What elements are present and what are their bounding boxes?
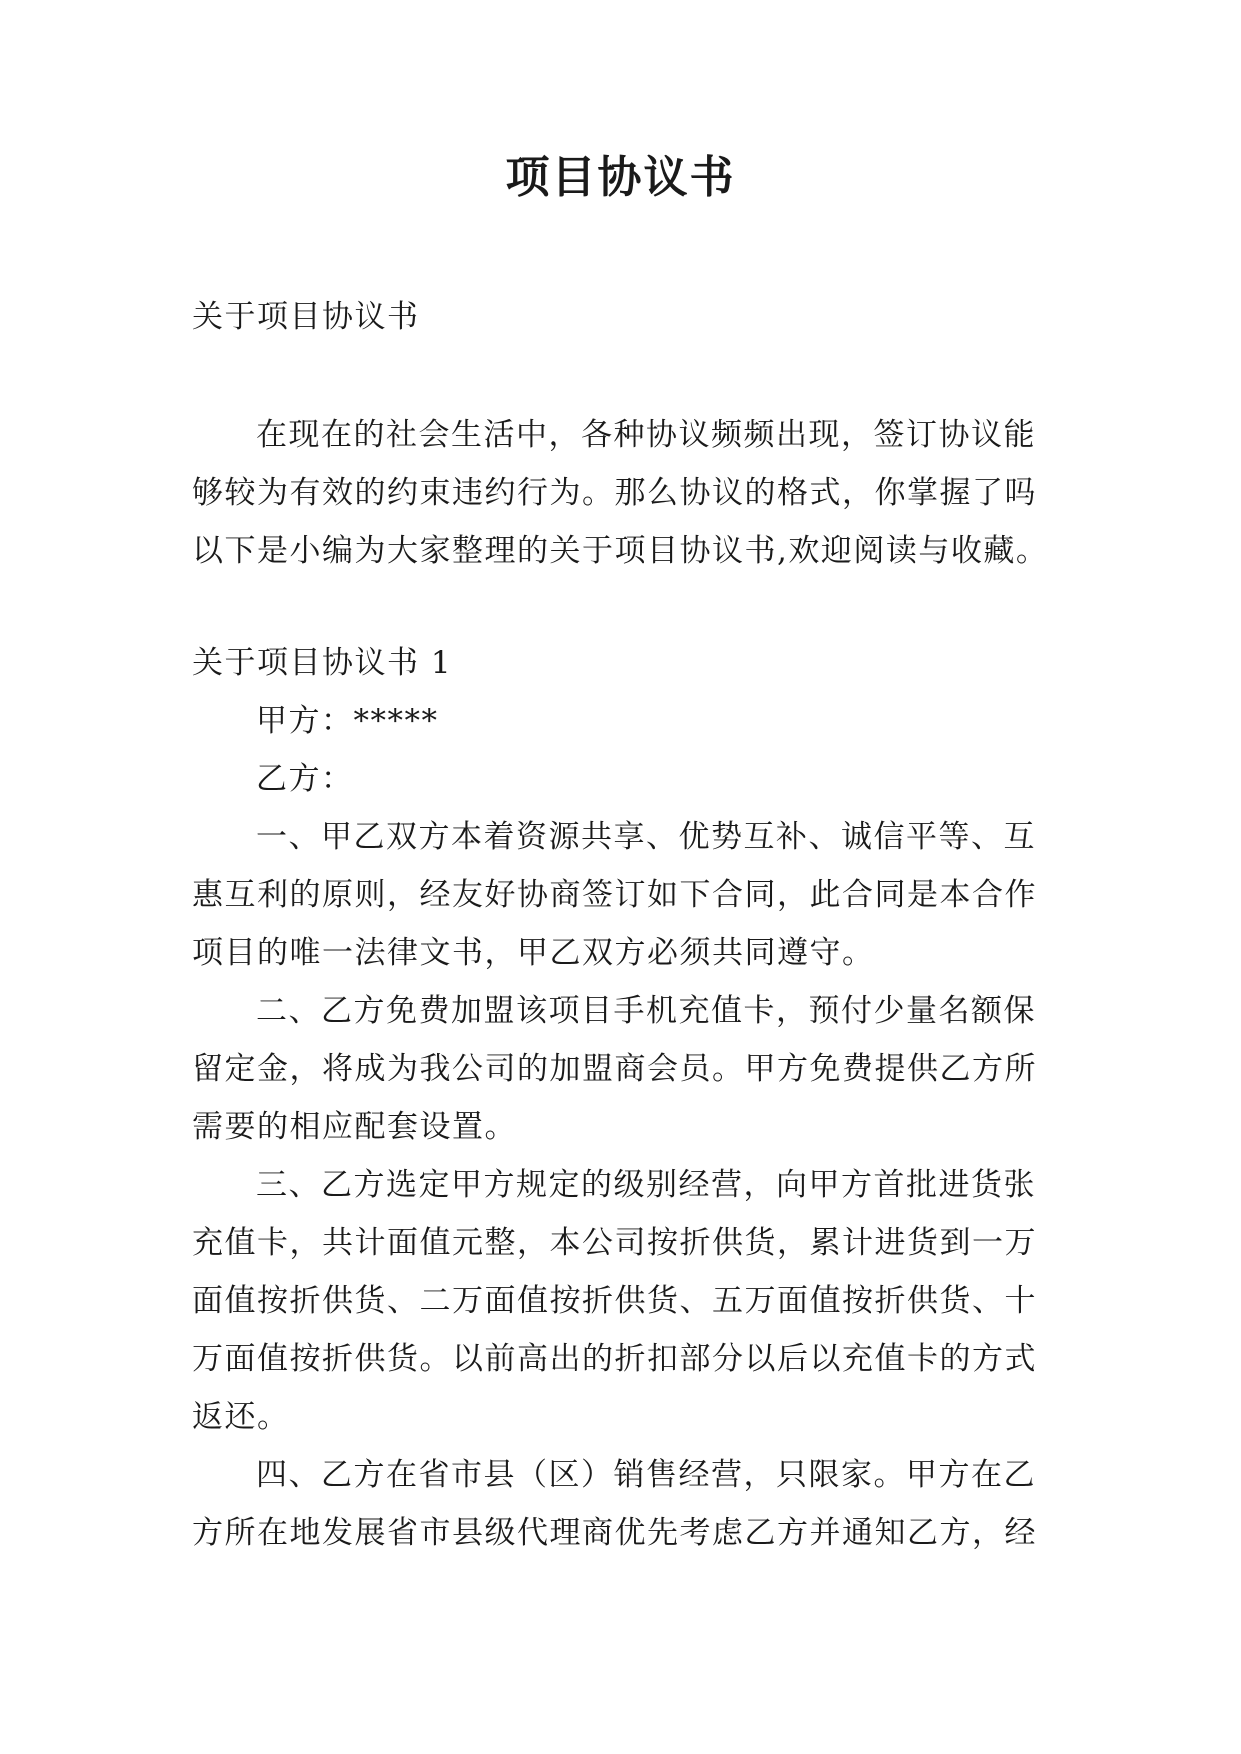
- paragraph-line: 在现在的社会生活中，各种协议频频出现，签订协议能: [256, 417, 1036, 453]
- paragraph-line: 需要的相应配套设置。: [192, 1109, 517, 1145]
- paragraph-line: 一、甲乙双方本着资源共享、优势互补、诚信平等、互: [256, 819, 1036, 855]
- paragraph-line: 项目的唯一法律文书，甲乙双方必须共同遵守。: [192, 935, 875, 971]
- paragraph-line: 面值按折供货、二万面值按折供货、五万面值按折供货、十: [192, 1283, 1037, 1319]
- paragraph-line: 二、乙方免费加盟该项目手机充值卡，预付少量名额保: [256, 993, 1036, 1029]
- paragraph-line: 惠互利的原则，经友好协商签订如下合同，此合同是本合作: [192, 877, 1037, 913]
- paragraph-line: 返还。: [192, 1399, 290, 1435]
- agreement-section: [192, 634, 1056, 1562]
- clause-1: [192, 808, 1056, 982]
- clause-2: [192, 982, 1056, 1156]
- paragraph-line: 四、乙方在省市县（区）销售经营，只限家。甲方在乙: [256, 1457, 1036, 1493]
- document-body: [192, 288, 1056, 1562]
- paragraph-line: 方所在地发展省市县级代理商优先考虑乙方并通知乙方，经: [192, 1515, 1037, 1551]
- party-b-line: 乙方：: [256, 761, 354, 797]
- paragraph-line: 够较为有效的约束违约行为。那么协议的格式，你掌握了吗: [192, 475, 1037, 511]
- clause-4: [192, 1446, 1056, 1562]
- paragraph-line: 留定金，将成为我公司的加盟商会员。甲方免费提供乙方所: [192, 1051, 1037, 1087]
- paragraph-line: 充值卡，共计面值元整，本公司按折供货，累计进货到一万: [192, 1225, 1037, 1261]
- document-title: 项目协议书: [505, 152, 736, 203]
- paragraph-line: 以下是小编为大家整理的关于项目协议书,欢迎阅读与收藏。: [192, 533, 1049, 569]
- intro-paragraph: [192, 406, 1056, 580]
- subtitle: 关于项目协议书: [192, 299, 420, 335]
- party-a-line: 甲方：*****: [256, 703, 439, 739]
- section-heading: 关于项目协议书 1: [192, 645, 453, 681]
- clause-3: [192, 1156, 1056, 1446]
- paragraph-line: 万面值按折供货。以前高出的折扣部分以后以充值卡的方式: [192, 1341, 1037, 1377]
- paragraph-line: 三、乙方选定甲方规定的级别经营，向甲方首批进货张: [256, 1167, 1036, 1203]
